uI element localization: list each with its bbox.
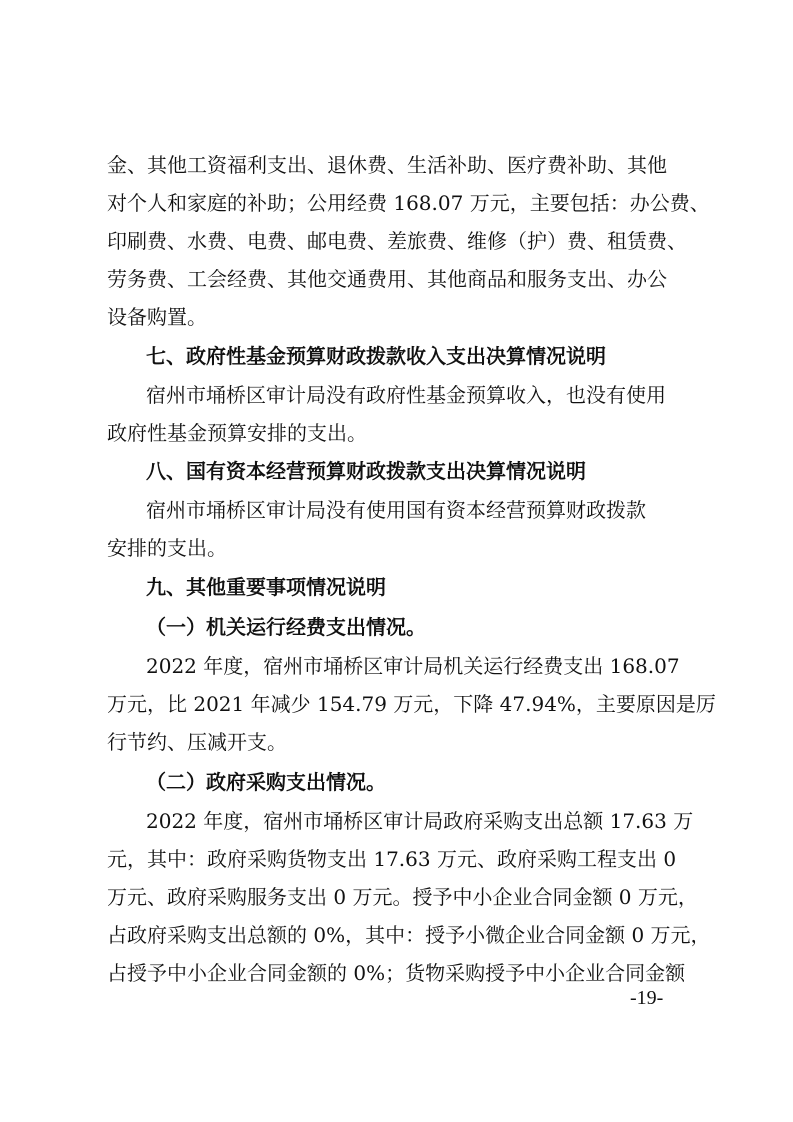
subsection-heading-1: （一）机关运行经费支出情况。 [146,615,426,639]
body-text-line: 安排的支出。 [107,536,227,560]
body-text-line: 政府性基金预算安排的支出。 [107,421,367,445]
body-text-line: 宿州市埇桥区审计局没有使用国有资本经营预算财政拨款 [146,498,646,522]
body-text-line: 宿州市埇桥区审计局没有政府性基金预算收入，也没有使用 [146,383,666,407]
page-number: -19- [630,987,664,1009]
body-text-line: 2022 年度，宿州市埇桥区审计局机关运行经费支出 168.07 [146,654,680,678]
body-text-line: 设备购置。 [107,305,207,329]
body-text-line: 万元、政府采购服务支出 0 万元。授予中小企业合同金额 0 万元， [107,885,698,909]
section-heading-7: 七、政府性基金预算财政拨款收入支出决算情况说明 [146,344,606,368]
body-text-line: 2022 年度，宿州市埇桥区审计局政府采购支出总额 17.63 万 [146,809,694,833]
subsection-heading-2: （二）政府采购支出情况。 [146,770,386,794]
body-text-line: 元，其中：政府采购货物支出 17.63 万元、政府采购工程支出 0 [107,847,677,871]
body-text-line: 占授予中小企业合同金额的 0%；货物采购授予中小企业合同金额 [107,961,686,985]
body-text-line: 行节约、压减开支。 [107,730,287,754]
body-text-line: 万元，比 2021 年减少 154.79 万元，下降 47.94%，主要原因是厉 [107,692,716,716]
body-text-line: 印刷费、水费、电费、邮电费、差旅费、维修（护）费、租赁费、 [107,229,687,253]
section-heading-9: 九、其他重要事项情况说明 [146,575,386,599]
body-text-line: 金、其他工资福利支出、退休费、生活补助、医疗费补助、其他 [107,153,667,177]
body-text-line: 占政府采购支出总额的 0%，其中：授予小微企业合同金额 0 万元， [107,923,711,947]
body-text-line: 对个人和家庭的补助；公用经费 168.07 万元，主要包括：办公费、 [107,191,710,215]
body-text-line: 劳务费、工会经费、其他交通费用、其他商品和服务支出、办公 [107,267,667,291]
section-heading-8: 八、国有资本经营预算财政拨款支出决算情况说明 [146,459,586,483]
